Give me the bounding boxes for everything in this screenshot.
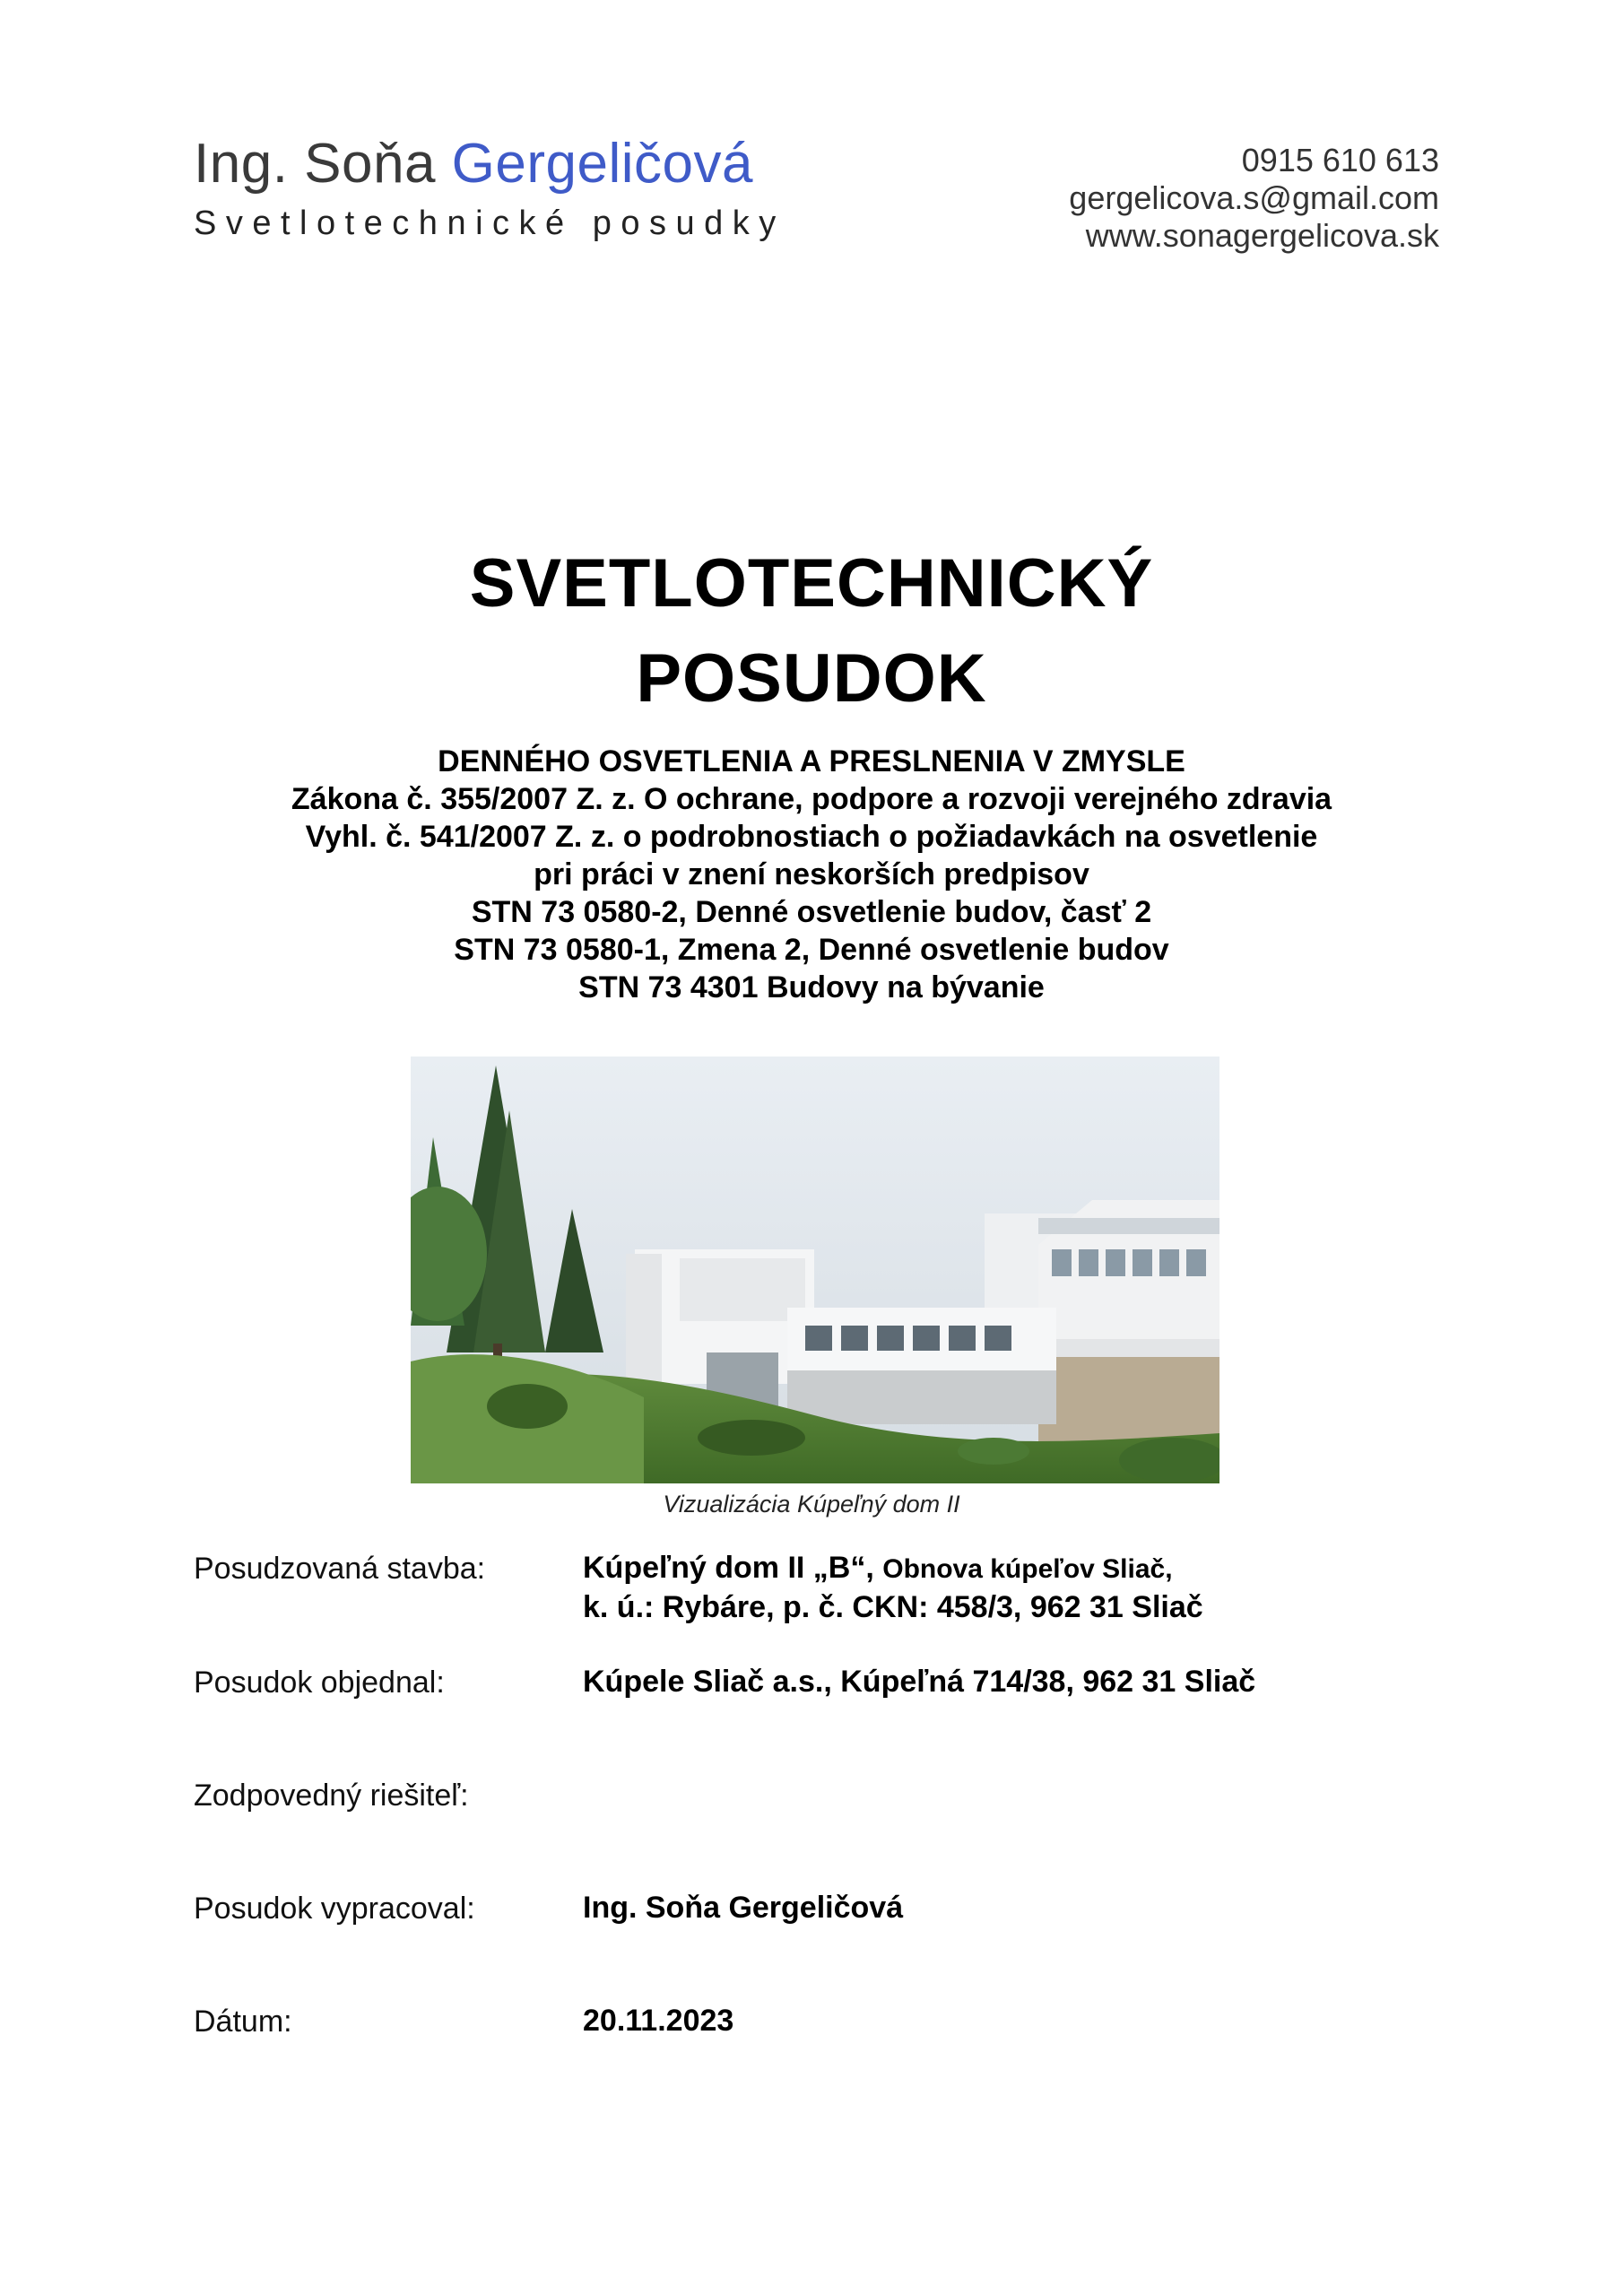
document-subheading [0,743,1623,1006]
subheading-line-1: DENNÉHO OSVETLENIA A PRESLNENIA V ZMYSLE [438,744,1185,778]
vypracoval-value: Ing. Soňa Gergeličová [583,1891,904,1925]
document-title [0,536,1623,726]
stavba-value-line-2: k. ú.: Rybáre, p. č. CKN: 458/3, 962 31 Sliač [583,1590,1203,1624]
subheading-line-7: STN 73 4301 Budovy na bývanie [578,970,1045,1004]
title-line-2: POSUDOK [636,640,987,717]
stavba-value-small: Obnova kúpeľov Sliač, [882,1554,1173,1584]
subheading-line-5: STN 73 0580-2, Denné osvetlenie budov, časť 2 [471,895,1152,929]
contact-phone: 0915 610 613 [1241,142,1439,178]
contact-block [1069,142,1439,255]
subheading-line-4: pri práci v znení neskorších predpisov [534,857,1089,891]
stavba-value-line-1 [583,1549,1203,1588]
author-name-first: Ing. Soňa [194,133,452,195]
datum-value: 20.11.2023 [583,2004,734,2038]
stavba-label: Posudzovaná stavba: [194,1552,486,1586]
datum-label: Dátum: [194,2005,292,2039]
title-line-1: SVETLOTECHNICKÝ [469,545,1154,622]
logo-subtitle: Svetlotechnické posudky [194,204,785,242]
image-caption: Vizualizácia Kúpeľný dom II [663,1491,960,1518]
objednal-label: Posudok objednal: [194,1665,445,1700]
stavba-value-main: Kúpeľný dom II „B“, [583,1551,883,1585]
author-name [194,133,785,195]
stavba-value [583,1549,1203,1626]
author-name-last: Gergeličová [451,133,753,195]
subheading-line-6: STN 73 0580-1, Zmena 2, Denné osvetlenie budov [454,933,1169,967]
riesitel-label: Zodpovedný riešiteľ: [194,1779,469,1813]
author-logo [194,133,785,243]
vypracoval-label: Posudok vypracoval: [194,1892,475,1926]
subheading-line-2: Zákona č. 355/2007 Z. z. O ochrane, podpore a rozvoji verejného zdravia [291,782,1332,816]
objednal-value: Kúpele Sliač a.s., Kúpeľná 714/38, 962 31 Sliač [583,1665,1256,1699]
contact-email: gergelicova.s@gmail.com [1069,179,1439,216]
contact-website: www.sonagergelicova.sk [1085,217,1439,254]
subheading-line-3: Vyhl. č. 541/2007 Z. z. o podrobnostiach o požiadavkách na osvetlenie [305,820,1318,854]
building-visualization-image [411,1057,1219,1483]
